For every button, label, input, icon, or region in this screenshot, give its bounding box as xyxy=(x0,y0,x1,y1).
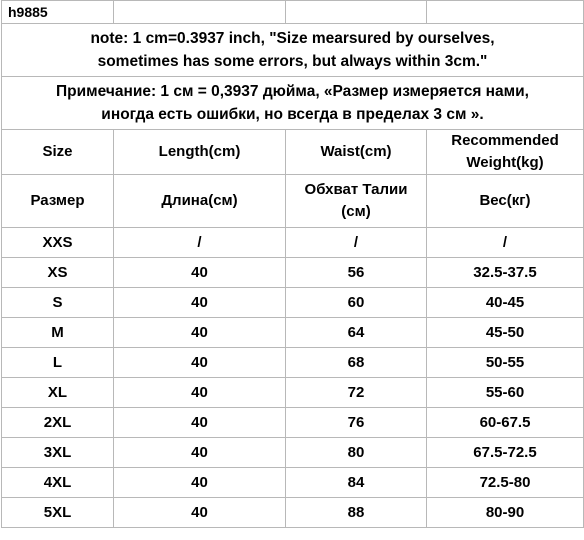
cell-length: 40 xyxy=(114,408,286,438)
cell-length: 40 xyxy=(114,288,286,318)
cell-waist: 68 xyxy=(286,348,427,378)
cell-weight: 32.5-37.5 xyxy=(427,258,584,288)
cell-weight: / xyxy=(427,228,584,258)
table-row xyxy=(2,468,584,498)
cell-size: L xyxy=(2,348,114,378)
cell-weight: 67.5-72.5 xyxy=(427,438,584,468)
cell-size: XS xyxy=(2,258,114,288)
empty-cell xyxy=(427,1,584,24)
cell-length: 40 xyxy=(114,258,286,288)
cell-size: XXS xyxy=(2,228,114,258)
table-row xyxy=(2,348,584,378)
product-code-row xyxy=(2,1,584,24)
cell-waist: 88 xyxy=(286,498,427,528)
cell-waist: 72 xyxy=(286,378,427,408)
header-waist-ru xyxy=(286,175,427,228)
cell-weight: 55-60 xyxy=(427,378,584,408)
cell-weight: 40-45 xyxy=(427,288,584,318)
cell-length: 40 xyxy=(114,318,286,348)
cell-waist: 56 xyxy=(286,258,427,288)
cell-length: 40 xyxy=(114,438,286,468)
cell-weight: 50-55 xyxy=(427,348,584,378)
header-size: Size xyxy=(2,130,114,175)
cell-waist: 76 xyxy=(286,408,427,438)
header-length-ru: Длина(см) xyxy=(114,175,286,228)
header-waist-ru-line-1: Обхват Талии xyxy=(304,181,408,198)
header-weight-ru: Вес(кг) xyxy=(427,175,584,228)
cell-size: XL xyxy=(2,378,114,408)
note-russian-line-2: иногда есть ошибки, но всегда в пределах 3 см ». xyxy=(101,106,484,123)
table-row xyxy=(2,288,584,318)
header-weight xyxy=(427,130,584,175)
note-english-line-2: sometimes has some errors, but always within 3cm." xyxy=(97,53,488,70)
cell-size: S xyxy=(2,288,114,318)
note-russian-line-1: Примечание: 1 см = 0,3937 дюйма, «Размер измеряется нами, xyxy=(56,83,529,100)
cell-length: 40 xyxy=(114,378,286,408)
table-row xyxy=(2,498,584,528)
cell-waist: 64 xyxy=(286,318,427,348)
note-english xyxy=(2,24,584,77)
cell-waist: 84 xyxy=(286,468,427,498)
cell-length: 40 xyxy=(114,468,286,498)
cell-length: 40 xyxy=(114,498,286,528)
cell-length: / xyxy=(114,228,286,258)
note-russian-row xyxy=(2,77,584,130)
table-row xyxy=(2,378,584,408)
empty-cell xyxy=(114,1,286,24)
note-russian xyxy=(2,77,584,130)
header-row-english xyxy=(2,130,584,175)
header-length: Length(cm) xyxy=(114,130,286,175)
cell-size: 4XL xyxy=(2,468,114,498)
table-row xyxy=(2,318,584,348)
empty-cell xyxy=(286,1,427,24)
note-english-row xyxy=(2,24,584,77)
table-row xyxy=(2,228,584,258)
table-row xyxy=(2,258,584,288)
header-weight-line-2: Weight(kg) xyxy=(466,154,544,171)
table-row xyxy=(2,438,584,468)
table-row xyxy=(2,408,584,438)
header-size-ru: Размер xyxy=(2,175,114,228)
header-waist-ru-line-2: (см) xyxy=(341,203,371,220)
cell-size: 3XL xyxy=(2,438,114,468)
cell-weight: 80-90 xyxy=(427,498,584,528)
cell-weight: 45-50 xyxy=(427,318,584,348)
cell-size: 5XL xyxy=(2,498,114,528)
cell-waist: 80 xyxy=(286,438,427,468)
header-row-russian xyxy=(2,175,584,228)
header-waist: Waist(cm) xyxy=(286,130,427,175)
cell-size: 2XL xyxy=(2,408,114,438)
header-weight-line-1: Recommended xyxy=(451,132,559,149)
cell-weight: 60-67.5 xyxy=(427,408,584,438)
cell-waist: / xyxy=(286,228,427,258)
cell-waist: 60 xyxy=(286,288,427,318)
size-chart-table xyxy=(1,0,584,528)
size-rows xyxy=(2,228,584,528)
cell-length: 40 xyxy=(114,348,286,378)
product-code: h9885 xyxy=(2,1,114,24)
cell-size: M xyxy=(2,318,114,348)
cell-weight: 72.5-80 xyxy=(427,468,584,498)
note-english-line-1: note: 1 cm=0.3937 inch, "Size mearsured by ourselves, xyxy=(90,30,495,47)
